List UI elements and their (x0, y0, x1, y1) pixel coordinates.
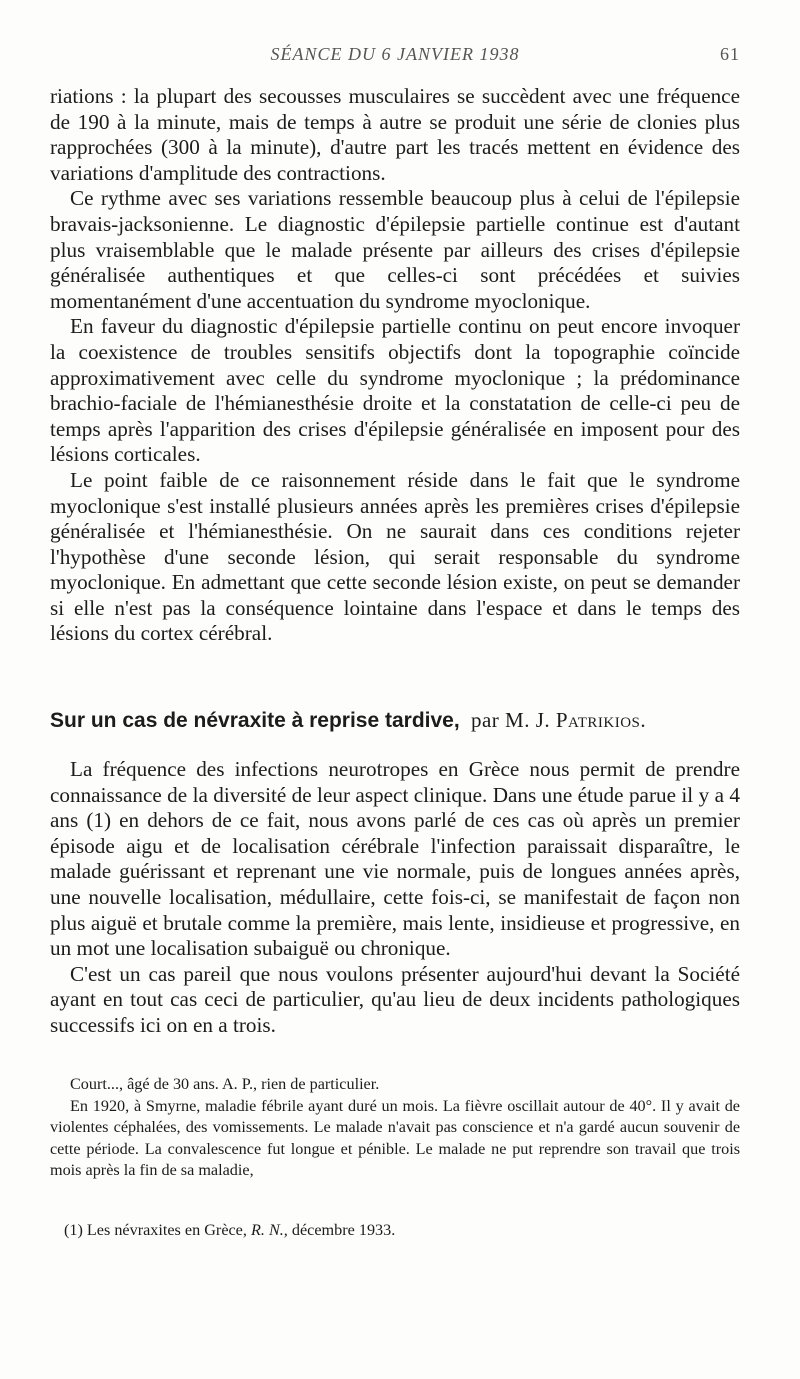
paragraph: La fréquence des infections neurotropes en Grèce nous permit de prendre connaissance de la diversité de leur aspect clinique. Dans une étude parue il y a 4 ans (1) en dehors de ce fait, nous avons parlé de ces cas où après un premier épisode aigu et de localisation cérébrale l'infection paraissait disparaître, le malade guérissant et reprenant une vie normale, puis de longues années après, une nouvelle localisation, médullaire, cette fois-ci, se manifestait de façon non plus aiguë et brutale comme la première, mais lente, insidieuse et progressive, en un mot une localisation subaiguë ou chronique. (50, 757, 740, 961)
running-head (50, 44, 740, 72)
case-note: En 1920, à Smyrne, maladie fébrile ayant duré un mois. La fièvre oscillait autour de 40°. Il y avait de violentes céphalées, des vomissements. Le malade n'avait pas conscience et n'a gardé aucun souvenir de cette période. La convalescence fut longue et pénible. Le malade ne put reprendre son travail que trois mois après la fin de sa maladie, (50, 1096, 740, 1179)
paragraph: Le point faible de ce raisonnement réside dans le fait que le syndrome myoclonique s'est installé plusieurs années après les premières crises d'épilepsie généralisée et l'hémianesthésie. On ne saurait dans ces conditions rejeter l'hypothèse d'une seconde lésion, qui serait responsable du syndrome myoclonique. En admettant que cette seconde lésion existe, on peut se demander si elle n'est pas la conséquence lointaine dans l'espace et dans le temps des lésions du cortex cérébral. (50, 467, 740, 646)
author-name: Patrikios. (555, 708, 647, 732)
footnote (64, 1219, 744, 1241)
running-title: SÉANCE DU 6 JANVIER 1938 (270, 44, 520, 64)
paragraph: En faveur du diagnostic d'épilepsie partielle continu on peut encore invoquer la coexistence de troubles sensitifs objectifs dont la topographie coïncide approximativement avec celle du syndrome myoclonique ; la prédominance brachio-faciale de l'hémianesthésie droite et la constatation de celle-ci peu de temps après l'apparition des crises d'épilepsie généralisée en imposent pour des lésions corticales. (50, 314, 740, 467)
byline-prefix: par M. J. (470, 708, 551, 732)
case-notes (50, 1074, 740, 1182)
footnote-journal: R. N., (250, 1221, 288, 1239)
footnote-text: Les névraxites en Grèce, (86, 1221, 247, 1239)
paragraph: Ce rythme avec ses variations ressemble beaucoup plus à celui de l'épilepsie bravais-jacksonienne. Le diagnostic d'épilepsie partielle continue est d'autant plus vraisemblable que le malade présente par ailleurs des crises d'épilepsie généralisée authentiques et que celles-ci sont précédées et suivies momentanément d'une accentuation du syndrome myoclonique. (50, 186, 740, 313)
paragraph: riations : la plupart des secousses musculaires se succèdent avec une fréquence de 190 à la minute, mais de temps à autre se produit une série de clonies plus rapprochées (300 à la minute), d'autre part les tracés mettent en évidence des variations d'amplitude des contractions. (50, 84, 740, 185)
footnote-marker: (1) (64, 1221, 83, 1239)
page-number: 61 (720, 44, 740, 64)
case-note: Court..., âgé de 30 ans. A. P., rien de particulier. (70, 1075, 380, 1093)
byline (471, 708, 646, 732)
article-text (50, 757, 740, 1039)
article-heading (50, 706, 740, 735)
article-title: Sur un cas de névraxite à reprise tardive, (50, 709, 460, 732)
footnote-date: décembre 1933. (291, 1221, 396, 1239)
previous-article-text (50, 84, 740, 647)
paragraph: C'est un cas pareil que nous voulons présenter aujourd'hui devant la Société ayant en tout cas ceci de particulier, qu'au lieu de deux incidents pathologiques successifs ici on en a trois. (50, 961, 740, 1037)
